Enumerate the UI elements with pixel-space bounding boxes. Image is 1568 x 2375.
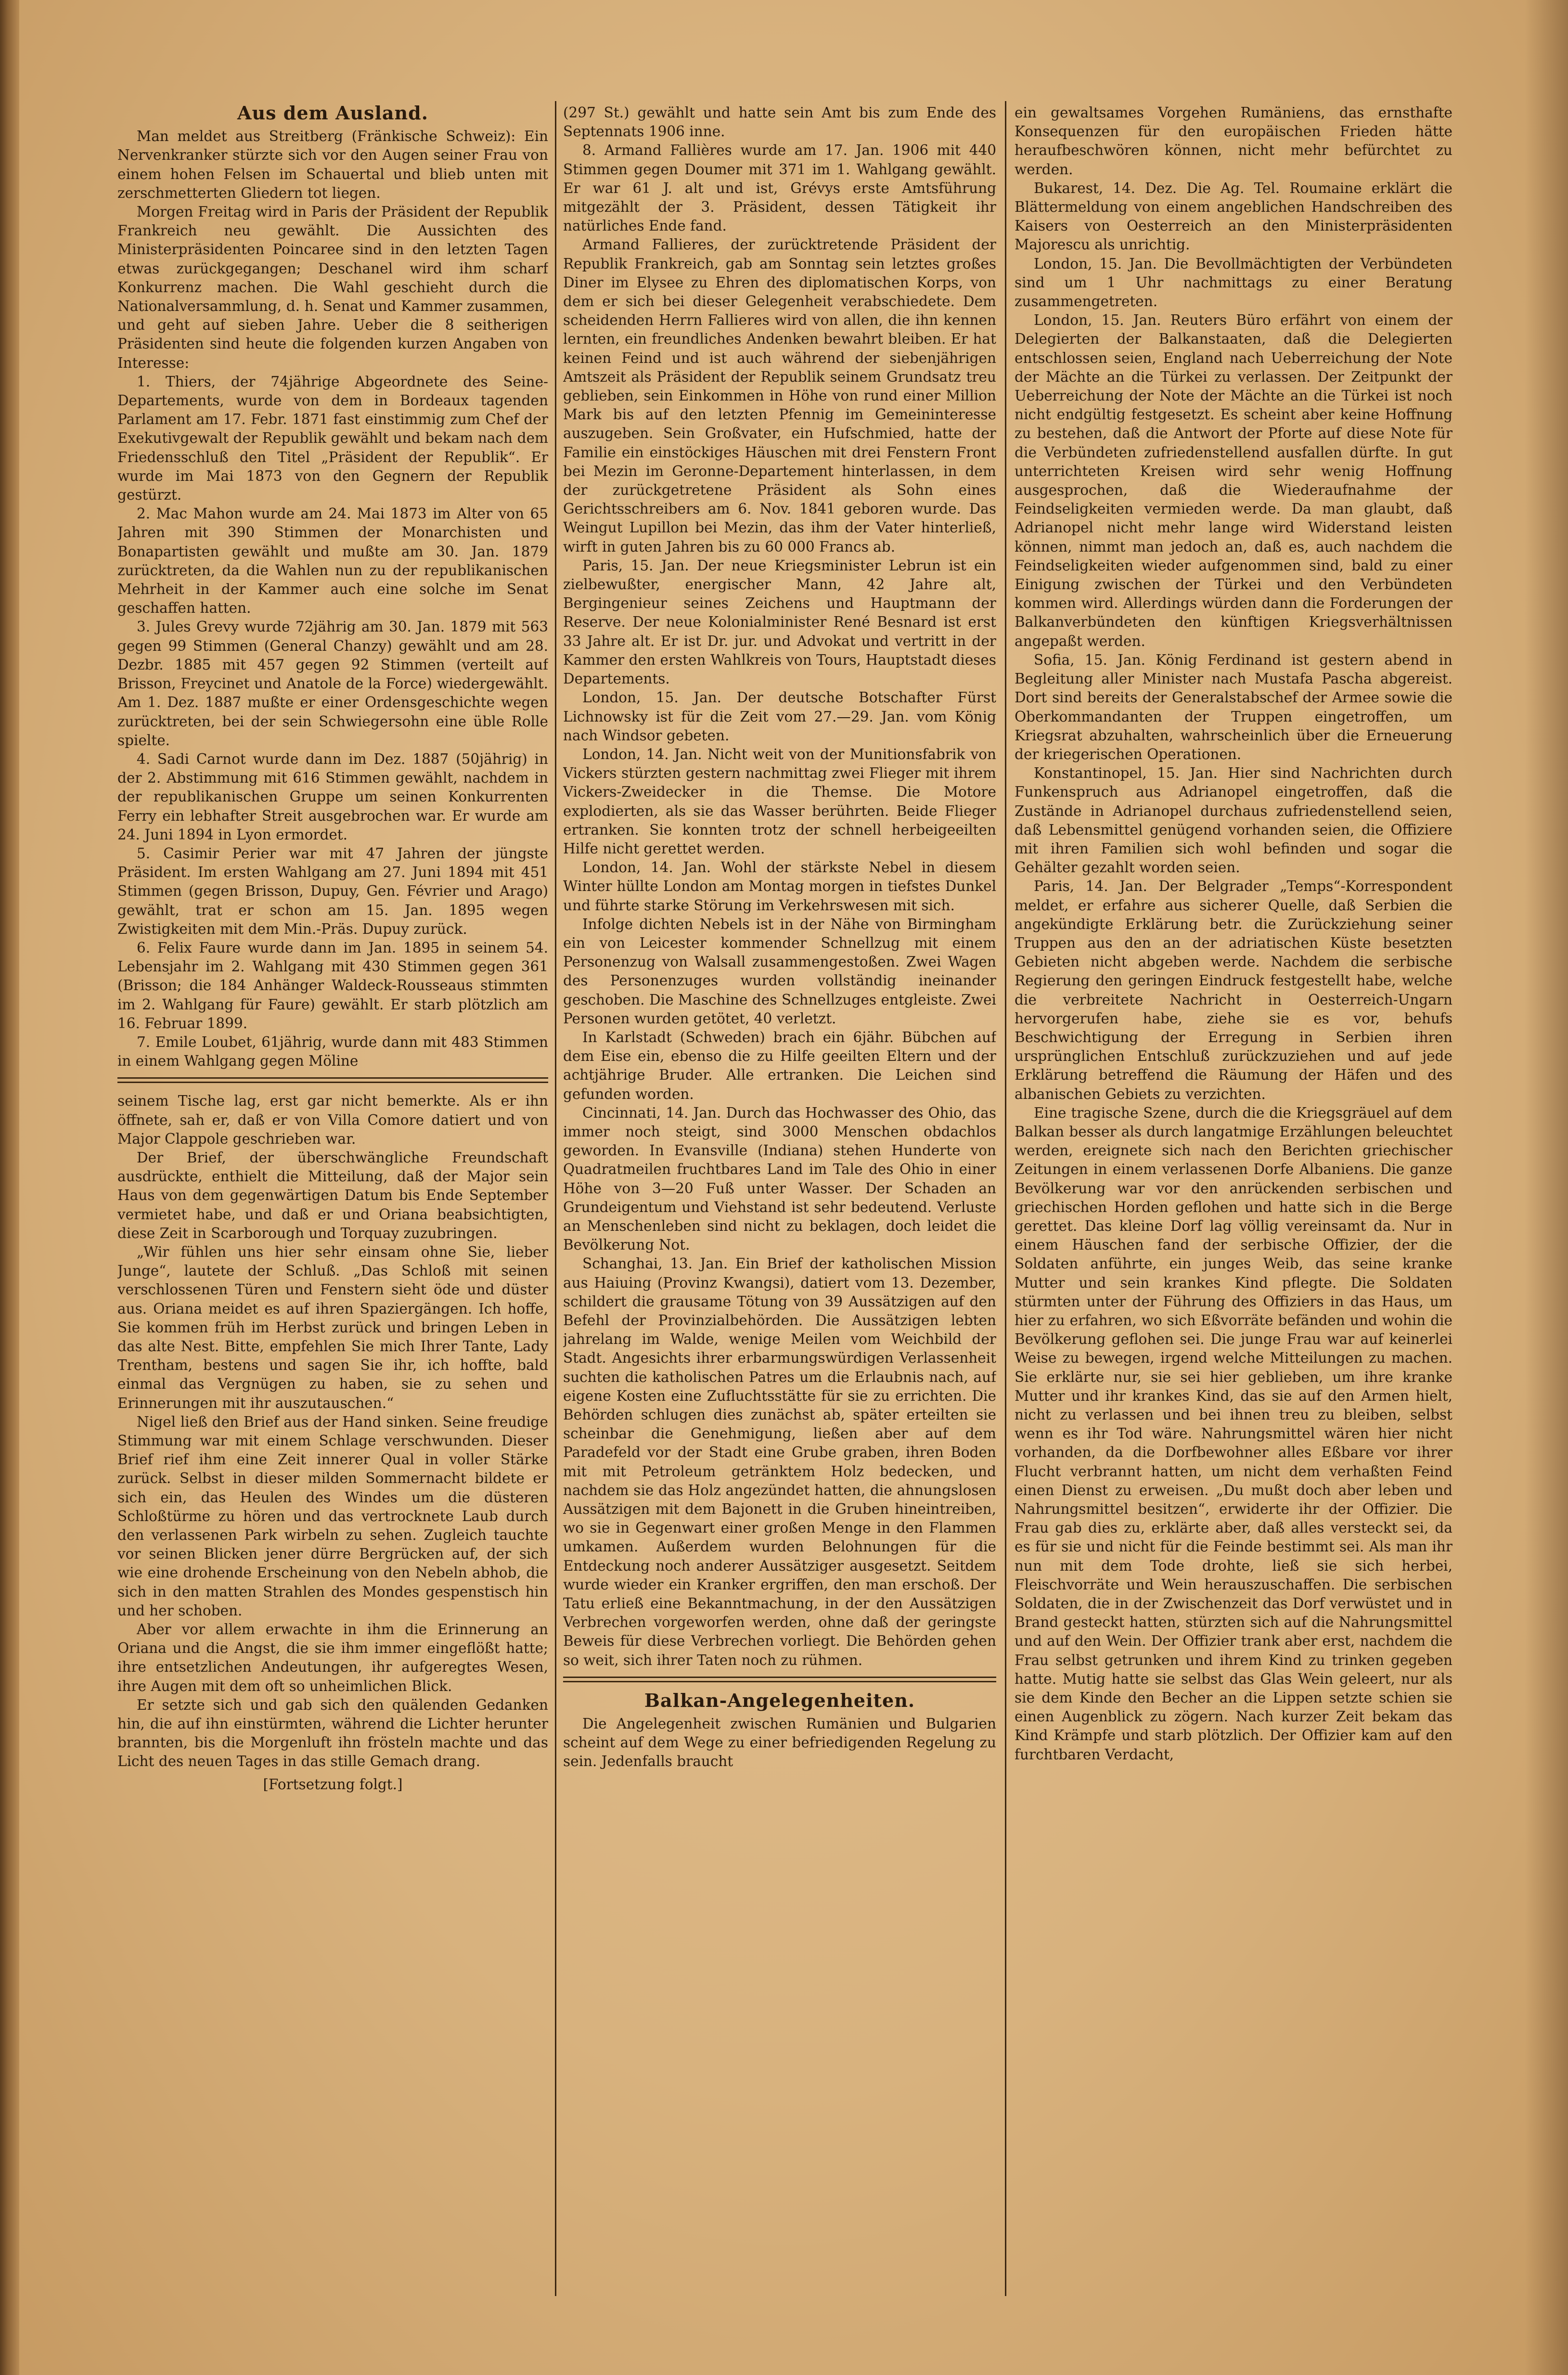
article-paragraph: Schanghai, 13. Jan. Ein Brief der katholischen Mission aus Haiuing (Provinz Kwangsi), datiert vom 13. Dezember, schildert die grausame Tötung von 39 Aussätzigen auf den Befehl der Provinzialbehörden. Die Aussätzigen lebten jahrelang im Walde, wenige Meilen vom Weichbild der Stadt. Angesichts ihrer erbarmungswürdigen Verlassenheit suchten die katholischen Patres um die Erlaubnis nach, auf eigene Kosten eine Zufluchtsstätte für sie zu errichten. Die Behörden schlugen dies zunächst ab, später erteilten sie scheinbar die Genehmigung, ließen aber auf dem Paradefeld vor der Stadt eine Grube graben, ihren Boden mit mit Petroleum getränktem Holz bedecken, und nachdem sie das Holz angezündet hatten, die ahnungslosen Aussätzigen mit dem Bajonett in die Gruben hineintreiben, wo sie in Gegenwart einer großen Menge in den Flammen umkamen. Außerdem wurden Belohnungen für die Entdeckung noch anderer Aussätziger ausgesetzt. Seitdem wurde wieder ein Kranker ergriffen, den man erschoß. Der Tatu erließ eine Bekanntmachung, in der den Aussätzigen Verbrechen vorgeworfen werden, ohne daß der geringste Beweis für diese Verbrechen vorliegt. Die Behörden gehen so weit, sich ihrer Taten noch zu rühmen.	[563, 1255, 996, 1668]
section-heading-balkan: Balkan-Angelegenheiten.	[644, 1689, 915, 1711]
page-edge-shadow	[1525, 0, 1568, 2375]
novel-paragraph: Er setzte sich und gab sich den quälenden Gedanken hin, die auf ihn einstürmten, während die Lichter herunter brannten, bis die Morgenluft ihn frösteln machte und das Licht des neuen Tages in das stille Gemach drang.	[117, 1696, 548, 1770]
column-rule-1	[555, 101, 556, 2296]
article-paragraph: 1. Thiers, der 74jährige Abgeordnete des Seine-Departements, wurde von dem in Bordeaux tagenden Parlament am 17. Febr. 1871 fast einstimmig zum Chef der Exekutivgewalt der Republik gewählt und bekam nach dem Friedensschluß den Titel „Präsident der Republik“. Er wurde im Mai 1873 von den Gegnern der Republik gestürzt.	[117, 373, 548, 503]
article-paragraph: 4. Sadi Carnot wurde dann im Dez. 1887 (50jährig) in der 2. Abstimmung mit 616 Stimmen gewählt, nachdem in der republikanischen Gruppe um seinen Konkurrenten Ferry ein lebhafter Streit ausgebrochen war. Er wurde am 24. Juni 1894 in Lyon ermordet.	[117, 750, 548, 843]
article-paragraph: 7. Emile Loubet, 61jährig, wurde dann mit 483 Stimmen in einem Wahlgang gegen Möline	[117, 1033, 548, 1070]
article-paragraph: Cincinnati, 14. Jan. Durch das Hochwasser des Ohio, das immer noch steigt, sind 3000 Menschen obdachlos geworden. In Evansville (Indiana) stehen Hunderte von Quadratmeilen fruchtbares Land im Tale des Ohio in einer Höhe von 3—20 Fuß unter Wasser. Der Schaden an Grundeigentum und Viehstand ist sehr bedeutend. Verluste an Menschenleben sind nicht zu beklagen, doch leidet die Bevölkerung Not.	[563, 1104, 996, 1253]
column-1	[117, 103, 548, 2303]
section-heading-ausland: Aus dem Ausland.	[237, 103, 428, 124]
article-paragraph: 5. Casimir Perier war mit 47 Jahren der jüngste Präsident. Im ersten Wahlgang am 27. Juni 1894 mit 451 Stimmen (gegen Brisson, Dupuy, Gen. Février und Arago) gewählt, trat er schon am 15. Jan. 1895 wegen Zwistigkeiten mit dem Min.-Präs. Dupuy zurück.	[117, 845, 548, 937]
article-paragraph: Morgen Freitag wird in Paris der Präsident der Republik Frankreich neu gewählt. Die Aussichten des Ministerpräsidenten Poincaree sind in den letzten Tagen etwas zurückgegangen; Deschanel wird ihm scharf Konkurrenz machen. Die Wahl geschieht durch die Nationalversammlung, d. h. Senat und Kammer zusammen, und geht auf sieben Jahre. Ueber die 8 seitherigen Präsidenten sind heute die folgenden kurzen Angaben von Interesse:	[117, 204, 548, 371]
article-paragraph: Bukarest, 14. Dez. Die Ag. Tel. Roumaine erklärt die Blättermeldung von einem angeblichen Handschreiben des Kaisers von Oesterreich an den Ministerpräsidenten Majorescu als unrichtig.	[1015, 180, 1452, 253]
article-paragraph: (297 St.) gewählt und hatte sein Amt bis zum Ende des Septennats 1906 inne.	[563, 104, 996, 140]
article-paragraph: Konstantinopel, 15. Jan. Hier sind Nachrichten durch Funkenspruch aus Adrianopel eingetroffen, daß die Zustände in Adrianopel durchaus zufriedenstellend seien, daß Lebensmittel genügend vorhanden seien, die Offiziere mit ihren Familien sich wohl befinden und sogar die Gehälter gezahlt worden seien.	[1015, 765, 1452, 876]
article-paragraph: London, 15. Jan. Die Bevollmächtigten der Verbündeten sind um 1 Uhr nachmittags zu einer Beratung zusammengetreten.	[1015, 255, 1452, 310]
article-paragraph: Die Angelegenheit zwischen Rumänien und Bulgarien scheint auf dem Wege zu einer befriedigenden Regelung zu sein. Jedenfalls braucht	[563, 1716, 996, 1770]
novel-paragraph: „Wir fühlen uns hier sehr einsam ohne Sie, lieber Junge“, lautete der Schluß. „Das Schloß mit seinen verschlossenen Türen und Fenstern sieht öde und düster aus. Oriana meidet es auf ihren Spaziergängen. Ich hoffe, Sie kommen früh im Herbst zurück und bringen Leben in das alte Nest. Bitte, empfehlen Sie mich Ihrer Tante, Lady Trentham, bestens und sagen Sie ihr, ich hoffte, bald einmal das Vergnügen zu haben, sie zu sehen und Erinnerungen mit ihr auszutauschen.“	[117, 1243, 548, 1411]
article-paragraph: Sofia, 15. Jan. König Ferdinand ist gestern abend in Begleitung aller Minister nach Mustafa Pascha abgereist. Dort sind bereits der Generalstabschef der Armee sowie die Oberkommandanten der Truppen eingetroffen, um Kriegsrat abzuhalten, wahrscheinlich über die Erneuerung der kriegerischen Operationen.	[1015, 651, 1452, 762]
article-paragraph: 2. Mac Mahon wurde am 24. Mai 1873 im Alter von 65 Jahren mit 390 Stimmen der Monarchisten und Bonapartisten gewählt und mußte am 30. Jan. 1879 zurücktreten, da die Wahlen nun zu der republikanischen Mehrheit in der Kammer auch eine solche im Senat geschaffen hatten.	[117, 505, 548, 617]
page-binding	[0, 0, 19, 2375]
article-paragraph: London, 14. Jan. Wohl der stärkste Nebel in diesem Winter hüllte London am Montag morgen in tiefstes Dunkel und führte starke Störung im Verkehrswesen mit sich.	[563, 859, 996, 914]
article-paragraph: Infolge dichten Nebels ist in der Nähe von Birmingham ein von Leicester kommender Schnellzug mit einem Personenzug von Walsall zusammengestoßen. Zwei Wagen des Personenzuges wurden vollständig ineinander geschoben. Die Maschine des Schnellzuges entgleiste. Zwei Personen wurden getötet, 40 verletzt.	[563, 916, 996, 1027]
article-paragraph: Paris, 14. Jan. Der Belgrader „Temps“-Korrespondent meldet, er erfahre aus sicherer Quelle, daß Serbien die angekündigte Erklärung betr. die Zurückziehung seiner Truppen aus den an der adriatischen Küste besetzten Gebieten nicht abgeben werde. Nachdem die serbische Regierung den geringen Eindruck festgestellt habe, welche die verbreitete Nachricht in Oesterreich-Ungarn hervorgerufen habe, ziehe sie es vor, behufs Beschwichtigung der Erregung in Serbien ihren ursprünglichen Entschluß zurückzuziehen und auf jede Erklärung betreffend die Räumung der Häfen und des albanischen Gebiets zu verzichten.	[1015, 878, 1452, 1102]
article-paragraph: London, 15. Jan. Reuters Büro erfährt von einem der Delegierten der Balkanstaaten, daß die Delegierten entschlossen seien, England nach Ueberreichung der Note der Mächte an die Türkei zu verlassen. Der Zeitpunkt der Ueberreichung der Note der Mächte an die Türkei ist noch nicht endgültig festgesetzt. Es scheint aber keine Hoffnung zu bestehen, daß die Antwort der Pforte auf diese Note für die Verbündeten zufriedenstellend ausfallen dürfte. In gut unterrichteten Kreisen wird sehr wenig Hoffnung ausgesprochen, daß die Wiederaufnahme der Feindseligkeiten vermieden werde. Da man glaubt, daß Adrianopel nicht mehr lange wird Widerstand leisten können, nimmt man jedoch an, daß es, auch nachdem die Feindseligkeiten wieder aufgenommen sind, bald zu einer Einigung zwischen der Türkei und den Verbündeten kommen wird. Allerdings würden dann die Forderungen der Balkanverbündeten den künftigen Kriegsverhältnissen angepaßt werden.	[1015, 312, 1452, 649]
novel-paragraph: Nigel ließ den Brief aus der Hand sinken. Seine freudige Stimmung war mit einem Schlage verschwunden. Dieser Brief rief ihm eine Zeit innerer Qual in voller Stärke zurück. Selbst in dieser milden Sommernacht bildete er sich ein, das Heulen des Windes um die düsteren Schloßtürme zu hören und das vertrocknete Laub durch den verlassenen Park wirbeln zu sehen. Zugleich tauchte vor seinen Blicken jener dürre Bergrücken auf, der sich wie eine drohende Erscheinung von den Nebeln abhob, die sich in den matten Strahlen des Mondes gespenstisch hin und her schoben.	[117, 1413, 548, 1619]
article-paragraph: ein gewaltsames Vorgehen Rumäniens, das ernsthafte Konsequenzen für den europäischen Frieden hätte heraufbeschwören können, nicht mehr befürchtet zu werden.	[1015, 104, 1452, 178]
column-2	[563, 103, 996, 2303]
feuilleton-divider	[117, 1077, 548, 1083]
article-paragraph: 6. Felix Faure wurde dann im Jan. 1895 in seinem 54. Lebensjahr im 2. Wahlgang mit 430 Stimmen gegen 361 (Brisson; die 184 Anhänger Waldeck-Rousseaus stimmten im 2. Wahlgang für Faure) gewählt. Er starb plötzlich am 16. Februar 1899.	[117, 939, 548, 1032]
continuation-note: [Fortsetzung folgt.]	[263, 1776, 403, 1793]
novel-paragraph: Aber vor allem erwachte in ihm die Erinnerung an Oriana und die Angst, die sie ihm immer eingeflößt hatte; ihre entsetzlichen Andeutungen, ihr aufgeregtes Wesen, ihre Augen mit dem oft so unheimlichen Blick.	[117, 1621, 548, 1694]
article-paragraph: Eine tragische Szene, durch die die Kriegsgräuel auf dem Balkan besser als durch langatmige Erzählungen beleuchtet werden, ereignete sich nach den Berichten griechischer Zeitungen in einem verlassenen Dorfe Albaniens. Die ganze Bevölkerung war vor den anrückenden serbischen und griechischen Horden geflohen und hatte sich in die Berge gerettet. Das kleine Dorf lag völlig vereinsamt da. Nur in einem Häuschen fand der serbische Offizier, der die Soldaten anführte, ein junges Weib, das seine kranke Mutter und sein krankes Kind pflegte. Die Soldaten stürmten unter der Führung des Offiziers in das Haus, um hier zu erfahren, wo sich Eßvorräte befänden und wohin die Bevölkerung geflohen sei. Die junge Frau war auf keinerlei Weise zu bewegen, irgend welche Mitteilungen zu machen. Sie erklärte nur, sie sei hier geblieben, um ihre kranke Mutter und ihr krankes Kind, das sie auf den Armen hielt, nicht zu verlassen und bei ihnen treu zu bleiben, selbst wenn es ihr Tod wäre. Nahrungsmittel wären hier nicht vorhanden, da die Dorfbewohner alles Eßbare vor ihrer Flucht verbrannt hatten, um nicht dem verhaßten Feind einen Dienst zu erweisen. „Du mußt doch aber leben und Nahrungsmittel besitzen“, erwiderte ihr der Offizier. Die Frau gab dies zu, erklärte aber, daß alles versteckt sei, da es für sie und nicht für die Feinde bestimmt sei. Als man ihr nun mit dem Tode drohte, ließ sie sich herbei, Fleischvorräte und Wein herauszuschaffen. Die serbischen Soldaten, die in der Zwischenzeit das Dorf verwüstet und in Brand gesteckt hatten, stürzten sich auf die Nahrungsmittel und auf den Wein. Der Offizier trank aber erst, nachdem die Frau selbst getrunken und ihrem Kind zu trinken gegeben hatte. Mutig hatte sie selbst das Glas Wein geleert, nur als sie dem Kinde den Becher an die Lippen setzte schien sie einen Augenblick zu zögern. Nach kurzer Zeit bekam das Kind Krämpfe und starb plötzlich. Der Offizier kam auf den furchtbaren Verdacht,	[1015, 1104, 1452, 1763]
article-paragraph: 3. Jules Grevy wurde 72jährig am 30. Jan. 1879 mit 563 gegen 99 Stimmen (General Chanzy) gewählt und am 28. Dezbr. 1885 mit 457 gegen 92 Stimmen (verteilt auf Brisson, Freycinet und Anatole de la Force) wiedergewählt. Am 1. Dez. 1887 mußte er einer Ordensgeschichte wegen zurücktreten, bei der sein Schwiegersohn eine üble Rolle spielte.	[117, 619, 548, 749]
article-paragraph: 8. Armand Fallières wurde am 17. Jan. 1906 mit 440 Stimmen gegen Doumer mit 371 im 1. Wahlgang gewählt. Er war 61 J. alt und ist, Grévys erste Amtsführung mitgezählt der 3. Präsident, dessen Tätigkeit ihr natürliches Ende fand.	[563, 142, 996, 234]
article-paragraph: Armand Fallieres, der zurücktretende Präsident der Republik Frankreich, gab am Sonntag sein letztes großes Diner im Elysee zu Ehren des diplomatischen Korps, von dem er sich bei dieser Gelegenheit verabschiedete. Dem scheidenden Herrn Fallieres wird von allen, die ihn kennen lernten, ein freundliches Andenken bewahrt bleiben. Er hat keinen Feind und ist auch während der siebenjährigen Amtszeit als Präsident der Republik seinem Grundsatz treu geblieben, sein Einkommen in Höhe von rund einer Million Mark bis auf den letzten Pfennig im Gemeininteresse auszugeben. Sein Großvater, ein Hufschmied, hatte der Familie ein einstöckiges Häuschen mit drei Fenstern Front bei Mezin im Geronne-Departement hinterlassen, in dem der zurückgetretene Präsident als Sohn eines Gerichtsschreibers am 6. Nov. 1841 geboren wurde. Das Weingut Lupillon bei Mezin, das ihm der Vater hinterließ, wirft in guten Jahren bis zu 60 000 Francs ab.	[563, 236, 996, 555]
article-paragraph: Man meldet aus Streitberg (Fränkische Schweiz): Ein Nervenkranker stürzte sich vor den Augen seiner Frau von einem hohen Felsen im Schauertal und blieb unten mit zerschmetterten Gliedern tot liegen.	[117, 128, 548, 201]
article-paragraph: In Karlstadt (Schweden) brach ein 6jähr. Bübchen auf dem Eise ein, ebenso die zu Hilfe geeilten Eltern und der achtjährige Bruder. Alle ertranken. Die Leichen sind gefunden worden.	[563, 1029, 996, 1102]
novel-paragraph: Der Brief, der überschwängliche Freundschaft ausdrückte, enthielt die Mitteilung, daß der Major sein Haus von dem gegenwärtigen Datum bis Ende September vermietet habe, und daß er und Oriana beabsichtigten, diese Zeit in Scarborough und Torquay zuzubringen.	[117, 1149, 548, 1241]
article-paragraph: Paris, 15. Jan. Der neue Kriegsminister Lebrun ist ein zielbewußter, energischer Mann, 42 Jahre alt, Bergingenieur seines Zeichens und Hauptmann der Reserve. Der neue Kolonialminister René Besnard ist erst 33 Jahre alt. Er ist Dr. jur. und Advokat und vertritt in der Kammer den ersten Wahlkreis von Tours, Hauptstadt dieses Departements.	[563, 557, 996, 687]
section-divider	[563, 1677, 996, 1682]
novel-paragraph: seinem Tische lag, erst gar nicht bemerkte. Als er ihn öffnete, sah er, daß er von Villa Comore datiert und von Major Clappole geschrieben war.	[117, 1093, 548, 1147]
column-3	[1015, 103, 1452, 2303]
column-rule-2	[1005, 101, 1006, 2296]
article-paragraph: London, 14. Jan. Nicht weit von der Munitionsfabrik von Vickers stürzten gestern nachmittag zwei Flieger mit ihrem Vickers-Zweidecker in die Themse. Die Motore explodierten, als sie das Wasser berührten. Beide Flieger ertranken. Sie konnten trotz der schnell herbeigeeilten Hilfe nicht gerettet werden.	[563, 746, 996, 857]
article-paragraph: London, 15. Jan. Der deutsche Botschafter Fürst Lichnowsky ist für die Zeit vom 27.—29. Jan. vom König nach Windsor gebeten.	[563, 689, 996, 744]
